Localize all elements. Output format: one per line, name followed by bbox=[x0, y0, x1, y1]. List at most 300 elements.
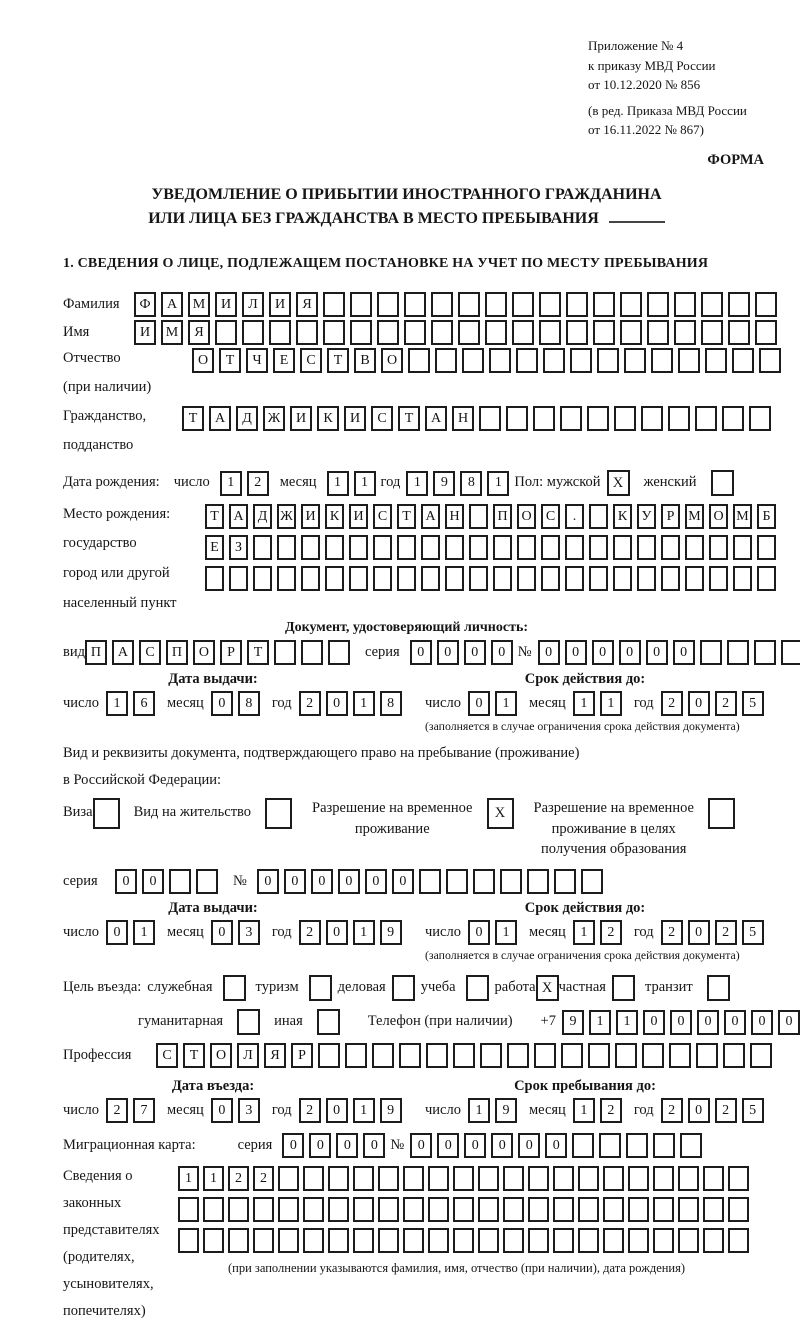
char-cell[interactable]: 8 bbox=[238, 691, 260, 716]
char-cell[interactable]: 0 bbox=[538, 640, 560, 665]
char-cell[interactable]: О bbox=[709, 504, 728, 529]
char-cell[interactable]: 2 bbox=[600, 920, 622, 945]
char-cell[interactable] bbox=[755, 320, 777, 345]
char-cell[interactable] bbox=[458, 292, 480, 317]
char-cell[interactable] bbox=[553, 1166, 574, 1191]
char-cell[interactable] bbox=[561, 1043, 583, 1068]
char-cell[interactable]: 1 bbox=[353, 1098, 375, 1123]
char-cell[interactable]: 0 bbox=[336, 1133, 358, 1158]
char-cell[interactable] bbox=[421, 535, 440, 560]
char-cell[interactable]: Н bbox=[452, 406, 474, 431]
temp-residence-checkbox[interactable]: X bbox=[487, 798, 514, 829]
char-cell[interactable] bbox=[642, 1043, 664, 1068]
char-cell[interactable] bbox=[269, 320, 291, 345]
char-cell[interactable] bbox=[328, 1166, 349, 1191]
char-cell[interactable]: 0 bbox=[326, 691, 348, 716]
char-cell[interactable]: 0 bbox=[410, 640, 432, 665]
char-cell[interactable] bbox=[178, 1197, 199, 1222]
char-cell[interactable] bbox=[533, 406, 555, 431]
char-cell[interactable]: 0 bbox=[468, 920, 490, 945]
char-cell[interactable]: Т bbox=[205, 504, 224, 529]
char-cell[interactable]: Т bbox=[183, 1043, 205, 1068]
char-cell[interactable] bbox=[253, 1197, 274, 1222]
char-cell[interactable] bbox=[587, 406, 609, 431]
char-cell[interactable] bbox=[458, 320, 480, 345]
char-cell[interactable]: 0 bbox=[326, 1098, 348, 1123]
char-cell[interactable] bbox=[399, 1043, 421, 1068]
char-cell[interactable]: Т bbox=[182, 406, 204, 431]
char-cell[interactable] bbox=[503, 1228, 524, 1253]
char-cell[interactable] bbox=[722, 406, 744, 431]
char-cell[interactable] bbox=[178, 1228, 199, 1253]
char-cell[interactable] bbox=[253, 566, 272, 591]
char-cell[interactable]: К bbox=[613, 504, 632, 529]
char-cell[interactable]: Т bbox=[397, 504, 416, 529]
char-cell[interactable] bbox=[572, 1133, 594, 1158]
char-cell[interactable] bbox=[705, 348, 727, 373]
char-cell[interactable] bbox=[507, 1043, 529, 1068]
char-cell[interactable] bbox=[624, 348, 646, 373]
char-cell[interactable]: 0 bbox=[643, 1010, 665, 1035]
char-cell[interactable]: 2 bbox=[661, 1098, 683, 1123]
char-cell[interactable]: Л bbox=[242, 292, 264, 317]
char-cell[interactable]: 2 bbox=[106, 1098, 128, 1123]
char-cell[interactable]: Д bbox=[253, 504, 272, 529]
char-cell[interactable] bbox=[403, 1228, 424, 1253]
char-cell[interactable]: 0 bbox=[697, 1010, 719, 1035]
char-cell[interactable] bbox=[637, 535, 656, 560]
char-cell[interactable] bbox=[404, 292, 426, 317]
char-cell[interactable]: Б bbox=[757, 504, 776, 529]
char-cell[interactable] bbox=[637, 566, 656, 591]
char-cell[interactable] bbox=[527, 869, 549, 894]
char-cell[interactable] bbox=[453, 1228, 474, 1253]
char-cell[interactable]: Ж bbox=[277, 504, 296, 529]
char-cell[interactable]: О bbox=[517, 504, 536, 529]
char-cell[interactable]: 1 bbox=[495, 691, 517, 716]
char-cell[interactable] bbox=[628, 1166, 649, 1191]
char-cell[interactable]: С bbox=[371, 406, 393, 431]
char-cell[interactable] bbox=[593, 292, 615, 317]
char-cell[interactable]: Н bbox=[445, 504, 464, 529]
char-cell[interactable] bbox=[581, 869, 603, 894]
char-cell[interactable] bbox=[480, 1043, 502, 1068]
char-cell[interactable] bbox=[534, 1043, 556, 1068]
char-cell[interactable] bbox=[647, 320, 669, 345]
char-cell[interactable] bbox=[378, 1228, 399, 1253]
char-cell[interactable]: 0 bbox=[106, 920, 128, 945]
char-cell[interactable] bbox=[378, 1197, 399, 1222]
char-cell[interactable]: 9 bbox=[380, 1098, 402, 1123]
purpose-transit-checkbox[interactable] bbox=[707, 975, 730, 1001]
char-cell[interactable]: 8 bbox=[460, 471, 482, 496]
char-cell[interactable] bbox=[709, 566, 728, 591]
char-cell[interactable]: 1 bbox=[203, 1166, 224, 1191]
char-cell[interactable]: И bbox=[290, 406, 312, 431]
char-cell[interactable] bbox=[728, 1228, 749, 1253]
char-cell[interactable] bbox=[661, 566, 680, 591]
purpose-official-checkbox[interactable] bbox=[223, 975, 246, 1001]
char-cell[interactable] bbox=[485, 292, 507, 317]
char-cell[interactable]: 2 bbox=[715, 920, 737, 945]
char-cell[interactable] bbox=[431, 292, 453, 317]
char-cell[interactable] bbox=[685, 566, 704, 591]
char-cell[interactable]: 0 bbox=[619, 640, 641, 665]
char-cell[interactable] bbox=[728, 320, 750, 345]
char-cell[interactable]: 0 bbox=[464, 640, 486, 665]
char-cell[interactable] bbox=[431, 320, 453, 345]
char-cell[interactable]: 1 bbox=[178, 1166, 199, 1191]
char-cell[interactable] bbox=[428, 1228, 449, 1253]
char-cell[interactable]: 1 bbox=[353, 691, 375, 716]
char-cell[interactable] bbox=[754, 640, 776, 665]
char-cell[interactable]: 7 bbox=[133, 1098, 155, 1123]
char-cell[interactable] bbox=[661, 535, 680, 560]
char-cell[interactable] bbox=[462, 348, 484, 373]
char-cell[interactable] bbox=[278, 1166, 299, 1191]
char-cell[interactable] bbox=[588, 1043, 610, 1068]
char-cell[interactable]: О bbox=[192, 348, 214, 373]
char-cell[interactable]: 1 bbox=[220, 471, 242, 496]
char-cell[interactable] bbox=[473, 869, 495, 894]
char-cell[interactable]: 5 bbox=[742, 691, 764, 716]
char-cell[interactable]: О bbox=[210, 1043, 232, 1068]
char-cell[interactable]: 0 bbox=[282, 1133, 304, 1158]
char-cell[interactable] bbox=[589, 504, 608, 529]
char-cell[interactable]: 1 bbox=[468, 1098, 490, 1123]
char-cell[interactable] bbox=[229, 566, 248, 591]
char-cell[interactable]: Р bbox=[291, 1043, 313, 1068]
char-cell[interactable]: Т bbox=[398, 406, 420, 431]
char-cell[interactable] bbox=[512, 320, 534, 345]
char-cell[interactable] bbox=[728, 292, 750, 317]
char-cell[interactable] bbox=[403, 1166, 424, 1191]
char-cell[interactable] bbox=[620, 320, 642, 345]
char-cell[interactable]: 0 bbox=[592, 640, 614, 665]
char-cell[interactable]: 2 bbox=[661, 920, 683, 945]
char-cell[interactable]: Т bbox=[327, 348, 349, 373]
char-cell[interactable]: А bbox=[421, 504, 440, 529]
char-cell[interactable] bbox=[296, 320, 318, 345]
char-cell[interactable]: 0 bbox=[257, 869, 279, 894]
char-cell[interactable] bbox=[589, 535, 608, 560]
char-cell[interactable]: 1 bbox=[406, 471, 428, 496]
char-cell[interactable]: 0 bbox=[464, 1133, 486, 1158]
char-cell[interactable] bbox=[325, 535, 344, 560]
char-cell[interactable] bbox=[328, 1197, 349, 1222]
char-cell[interactable]: 0 bbox=[211, 920, 233, 945]
char-cell[interactable]: Л bbox=[237, 1043, 259, 1068]
char-cell[interactable] bbox=[674, 320, 696, 345]
female-checkbox[interactable] bbox=[711, 470, 734, 496]
char-cell[interactable] bbox=[628, 1197, 649, 1222]
char-cell[interactable] bbox=[651, 348, 673, 373]
char-cell[interactable] bbox=[570, 348, 592, 373]
char-cell[interactable] bbox=[478, 1197, 499, 1222]
temp-residence-edu-checkbox[interactable] bbox=[708, 798, 735, 829]
char-cell[interactable] bbox=[345, 1043, 367, 1068]
char-cell[interactable]: Ч bbox=[246, 348, 268, 373]
char-cell[interactable]: Т bbox=[219, 348, 241, 373]
char-cell[interactable] bbox=[203, 1197, 224, 1222]
char-cell[interactable] bbox=[169, 869, 191, 894]
char-cell[interactable]: 0 bbox=[115, 869, 137, 894]
char-cell[interactable] bbox=[539, 292, 561, 317]
char-cell[interactable] bbox=[755, 292, 777, 317]
char-cell[interactable] bbox=[678, 348, 700, 373]
char-cell[interactable] bbox=[678, 1197, 699, 1222]
char-cell[interactable] bbox=[560, 406, 582, 431]
char-cell[interactable] bbox=[517, 535, 536, 560]
char-cell[interactable]: И bbox=[344, 406, 366, 431]
char-cell[interactable]: 0 bbox=[751, 1010, 773, 1035]
char-cell[interactable] bbox=[728, 1166, 749, 1191]
char-cell[interactable]: 9 bbox=[495, 1098, 517, 1123]
char-cell[interactable]: 1 bbox=[573, 920, 595, 945]
char-cell[interactable] bbox=[493, 566, 512, 591]
char-cell[interactable]: 0 bbox=[468, 691, 490, 716]
char-cell[interactable] bbox=[703, 1197, 724, 1222]
char-cell[interactable]: 3 bbox=[238, 920, 260, 945]
char-cell[interactable]: И bbox=[269, 292, 291, 317]
visa-checkbox[interactable] bbox=[93, 798, 120, 829]
char-cell[interactable] bbox=[408, 348, 430, 373]
char-cell[interactable]: 0 bbox=[437, 1133, 459, 1158]
char-cell[interactable]: 0 bbox=[392, 869, 414, 894]
char-cell[interactable]: 2 bbox=[600, 1098, 622, 1123]
char-cell[interactable] bbox=[453, 1166, 474, 1191]
char-cell[interactable]: 1 bbox=[353, 920, 375, 945]
char-cell[interactable] bbox=[242, 320, 264, 345]
char-cell[interactable] bbox=[539, 320, 561, 345]
char-cell[interactable] bbox=[435, 348, 457, 373]
char-cell[interactable] bbox=[641, 406, 663, 431]
char-cell[interactable]: 0 bbox=[211, 691, 233, 716]
char-cell[interactable]: 1 bbox=[573, 691, 595, 716]
char-cell[interactable] bbox=[353, 1166, 374, 1191]
char-cell[interactable]: М bbox=[161, 320, 183, 345]
char-cell[interactable]: И bbox=[349, 504, 368, 529]
char-cell[interactable] bbox=[750, 1043, 772, 1068]
char-cell[interactable] bbox=[541, 535, 560, 560]
char-cell[interactable]: М bbox=[685, 504, 704, 529]
char-cell[interactable]: 0 bbox=[518, 1133, 540, 1158]
char-cell[interactable]: 0 bbox=[688, 1098, 710, 1123]
char-cell[interactable]: 1 bbox=[589, 1010, 611, 1035]
char-cell[interactable]: 1 bbox=[495, 920, 517, 945]
char-cell[interactable]: 2 bbox=[299, 1098, 321, 1123]
char-cell[interactable] bbox=[503, 1197, 524, 1222]
char-cell[interactable] bbox=[695, 406, 717, 431]
char-cell[interactable]: 9 bbox=[562, 1010, 584, 1035]
char-cell[interactable]: Р bbox=[220, 640, 242, 665]
char-cell[interactable] bbox=[653, 1133, 675, 1158]
char-cell[interactable] bbox=[589, 566, 608, 591]
char-cell[interactable] bbox=[445, 535, 464, 560]
char-cell[interactable] bbox=[685, 535, 704, 560]
char-cell[interactable]: 2 bbox=[661, 691, 683, 716]
char-cell[interactable]: 0 bbox=[670, 1010, 692, 1035]
char-cell[interactable]: С bbox=[300, 348, 322, 373]
char-cell[interactable]: 1 bbox=[133, 920, 155, 945]
char-cell[interactable]: Я bbox=[264, 1043, 286, 1068]
char-cell[interactable] bbox=[228, 1228, 249, 1253]
char-cell[interactable]: 1 bbox=[354, 471, 376, 496]
char-cell[interactable] bbox=[478, 1166, 499, 1191]
char-cell[interactable] bbox=[303, 1228, 324, 1253]
char-cell[interactable]: А bbox=[112, 640, 134, 665]
char-cell[interactable] bbox=[732, 348, 754, 373]
char-cell[interactable] bbox=[528, 1228, 549, 1253]
char-cell[interactable] bbox=[701, 292, 723, 317]
char-cell[interactable] bbox=[328, 1228, 349, 1253]
char-cell[interactable]: 0 bbox=[326, 920, 348, 945]
char-cell[interactable] bbox=[350, 320, 372, 345]
char-cell[interactable] bbox=[599, 1133, 621, 1158]
char-cell[interactable] bbox=[680, 1133, 702, 1158]
male-checkbox[interactable]: X bbox=[607, 470, 630, 496]
char-cell[interactable] bbox=[378, 1166, 399, 1191]
char-cell[interactable] bbox=[278, 1197, 299, 1222]
char-cell[interactable] bbox=[453, 1197, 474, 1222]
char-cell[interactable] bbox=[446, 869, 468, 894]
char-cell[interactable] bbox=[445, 566, 464, 591]
char-cell[interactable] bbox=[489, 348, 511, 373]
char-cell[interactable] bbox=[453, 1043, 475, 1068]
char-cell[interactable] bbox=[578, 1166, 599, 1191]
char-cell[interactable]: А bbox=[425, 406, 447, 431]
char-cell[interactable] bbox=[733, 566, 752, 591]
char-cell[interactable]: Я bbox=[188, 320, 210, 345]
char-cell[interactable] bbox=[668, 406, 690, 431]
char-cell[interactable]: 9 bbox=[433, 471, 455, 496]
purpose-humanitarian-checkbox[interactable] bbox=[237, 1009, 260, 1035]
char-cell[interactable]: 0 bbox=[673, 640, 695, 665]
char-cell[interactable]: А bbox=[161, 292, 183, 317]
char-cell[interactable] bbox=[469, 566, 488, 591]
char-cell[interactable]: 9 bbox=[380, 920, 402, 945]
char-cell[interactable] bbox=[593, 320, 615, 345]
char-cell[interactable]: И bbox=[301, 504, 320, 529]
char-cell[interactable] bbox=[506, 406, 528, 431]
char-cell[interactable]: В bbox=[354, 348, 376, 373]
char-cell[interactable]: 0 bbox=[309, 1133, 331, 1158]
char-cell[interactable] bbox=[303, 1197, 324, 1222]
char-cell[interactable] bbox=[493, 535, 512, 560]
char-cell[interactable] bbox=[553, 1228, 574, 1253]
char-cell[interactable] bbox=[325, 566, 344, 591]
char-cell[interactable] bbox=[215, 320, 237, 345]
char-cell[interactable] bbox=[554, 869, 576, 894]
char-cell[interactable] bbox=[566, 292, 588, 317]
char-cell[interactable] bbox=[419, 869, 441, 894]
char-cell[interactable] bbox=[700, 640, 722, 665]
purpose-work-checkbox[interactable]: X bbox=[536, 975, 559, 1001]
char-cell[interactable] bbox=[653, 1166, 674, 1191]
char-cell[interactable]: 6 bbox=[133, 691, 155, 716]
char-cell[interactable] bbox=[301, 640, 323, 665]
char-cell[interactable]: С bbox=[139, 640, 161, 665]
char-cell[interactable]: 0 bbox=[545, 1133, 567, 1158]
char-cell[interactable] bbox=[377, 292, 399, 317]
char-cell[interactable] bbox=[647, 292, 669, 317]
purpose-study-checkbox[interactable] bbox=[466, 975, 489, 1001]
char-cell[interactable]: 0 bbox=[363, 1133, 385, 1158]
char-cell[interactable]: 0 bbox=[688, 691, 710, 716]
char-cell[interactable]: К bbox=[325, 504, 344, 529]
char-cell[interactable]: 0 bbox=[491, 1133, 513, 1158]
char-cell[interactable]: А bbox=[229, 504, 248, 529]
char-cell[interactable]: Е bbox=[273, 348, 295, 373]
char-cell[interactable]: 2 bbox=[299, 691, 321, 716]
char-cell[interactable]: 0 bbox=[410, 1133, 432, 1158]
char-cell[interactable]: 0 bbox=[491, 640, 513, 665]
char-cell[interactable] bbox=[653, 1197, 674, 1222]
char-cell[interactable] bbox=[528, 1166, 549, 1191]
char-cell[interactable] bbox=[628, 1228, 649, 1253]
char-cell[interactable]: 1 bbox=[106, 691, 128, 716]
char-cell[interactable] bbox=[653, 1228, 674, 1253]
char-cell[interactable]: И bbox=[215, 292, 237, 317]
char-cell[interactable]: 1 bbox=[487, 471, 509, 496]
char-cell[interactable]: Ж bbox=[263, 406, 285, 431]
char-cell[interactable] bbox=[303, 1166, 324, 1191]
char-cell[interactable]: 3 bbox=[238, 1098, 260, 1123]
char-cell[interactable] bbox=[603, 1197, 624, 1222]
char-cell[interactable] bbox=[709, 535, 728, 560]
char-cell[interactable]: О bbox=[193, 640, 215, 665]
char-cell[interactable] bbox=[397, 535, 416, 560]
char-cell[interactable] bbox=[277, 566, 296, 591]
char-cell[interactable] bbox=[403, 1197, 424, 1222]
char-cell[interactable] bbox=[727, 640, 749, 665]
char-cell[interactable]: О bbox=[381, 348, 403, 373]
char-cell[interactable]: 0 bbox=[142, 869, 164, 894]
char-cell[interactable] bbox=[373, 535, 392, 560]
char-cell[interactable] bbox=[253, 1228, 274, 1253]
char-cell[interactable]: 1 bbox=[573, 1098, 595, 1123]
char-cell[interactable] bbox=[428, 1197, 449, 1222]
char-cell[interactable]: 8 bbox=[380, 691, 402, 716]
char-cell[interactable] bbox=[349, 535, 368, 560]
char-cell[interactable]: 0 bbox=[365, 869, 387, 894]
char-cell[interactable] bbox=[613, 535, 632, 560]
char-cell[interactable]: 1 bbox=[600, 691, 622, 716]
char-cell[interactable] bbox=[615, 1043, 637, 1068]
char-cell[interactable] bbox=[701, 320, 723, 345]
char-cell[interactable] bbox=[517, 566, 536, 591]
char-cell[interactable] bbox=[733, 535, 752, 560]
char-cell[interactable] bbox=[278, 1228, 299, 1253]
char-cell[interactable] bbox=[759, 348, 781, 373]
char-cell[interactable] bbox=[469, 504, 488, 529]
char-cell[interactable] bbox=[757, 535, 776, 560]
purpose-other-checkbox[interactable] bbox=[317, 1009, 340, 1035]
char-cell[interactable]: З bbox=[229, 535, 248, 560]
char-cell[interactable]: 0 bbox=[646, 640, 668, 665]
char-cell[interactable] bbox=[203, 1228, 224, 1253]
char-cell[interactable] bbox=[516, 348, 538, 373]
char-cell[interactable] bbox=[578, 1197, 599, 1222]
char-cell[interactable] bbox=[404, 320, 426, 345]
char-cell[interactable] bbox=[301, 535, 320, 560]
char-cell[interactable] bbox=[578, 1228, 599, 1253]
char-cell[interactable] bbox=[428, 1166, 449, 1191]
char-cell[interactable]: 0 bbox=[688, 920, 710, 945]
char-cell[interactable] bbox=[253, 535, 272, 560]
residence-permit-checkbox[interactable] bbox=[265, 798, 292, 829]
char-cell[interactable] bbox=[350, 292, 372, 317]
